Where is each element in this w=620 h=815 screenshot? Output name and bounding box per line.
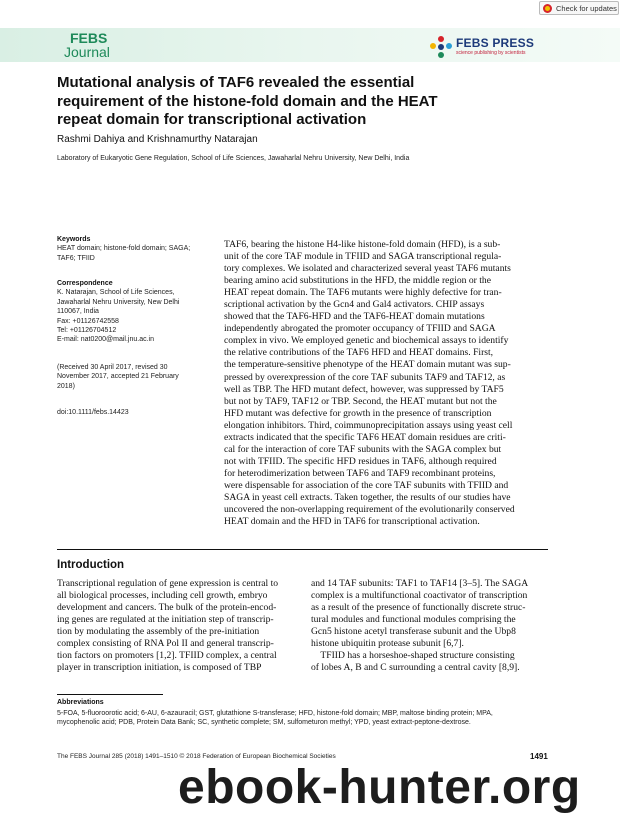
abstract	[224, 239, 550, 528]
abstract-line: were dispensable for association of the core TAF subunits with TFIID and	[224, 479, 509, 491]
body-text-line: development and cancers. The bulk of the protein-encod-	[57, 602, 277, 614]
abstract-line: HFD mutant was defective for growth in the presence of transcription	[224, 407, 492, 419]
keywords-block	[57, 235, 212, 263]
abstract-line: uncovered the non-overlapping requirement of the evolutionarily conserved	[224, 504, 515, 516]
abstract-line: well as TBP. The HFD mutant defect, however, was suppressed by TAF5	[224, 383, 504, 395]
abstract-line: complex in vivo. We employed genetic and biochemical assays to identify	[224, 335, 509, 347]
journal-logo-line1: FEBS	[70, 30, 108, 46]
check-for-updates-label: Check for updates	[556, 3, 617, 13]
abbreviations-text	[57, 709, 557, 728]
correspondence-line: 110067, India	[57, 308, 99, 316]
body-text-line: Transcriptional regulation of gene expression is central to	[57, 578, 279, 589]
check-for-updates-button[interactable]	[539, 1, 619, 15]
received-line: November 2017, accepted 21 February	[57, 373, 179, 381]
article-affiliation: Laboratory of Eukaryotic Gene Regulation, School of Life Sciences, Jawaharlal Nehru University, New Delhi, India	[57, 155, 410, 162]
crossmark-icon	[543, 4, 552, 13]
body-text-line: TFIID has a horseshoe-shaped structure consisting	[311, 650, 515, 662]
body-text-line: complex is a multifunctional coactivator of transcription	[311, 590, 528, 602]
section-divider	[57, 549, 548, 550]
abstract-line: bearing amino acid substitutions in the HFD, the middle region or the	[224, 275, 491, 287]
body-text-line: tion factors on promoters [1,2]. TFIID complex, a central	[57, 650, 277, 662]
correspondence-line: K. Natarajan, School of Life Sciences,	[57, 289, 175, 297]
body-text-line: histone ubiquitin protease subunit [6,7].	[311, 638, 464, 650]
abstract-line: scriptional activation by the Gcn4 and Gal4 activators. CHIP assays	[224, 299, 485, 311]
keywords-heading: Keywords	[57, 236, 91, 243]
correspondence-line: Fax: +01126742558	[57, 317, 119, 325]
febs-press-tagline: science publishing by scientists	[456, 50, 526, 56]
abstract-line: but not by TAF9, TAF12 or TBP. Second, the HEAT mutant but not the	[224, 395, 497, 407]
correspondence-block	[57, 279, 212, 345]
article-authors: Rashmi Dahiya and Krishnamurthy Natarajan	[57, 134, 258, 145]
title-line: Mutational analysis of TAF6 revealed the essential	[57, 74, 415, 91]
body-text-line: Gcn5 histone acetyl transferase subunit and the Ubp8	[311, 626, 516, 638]
body-text-line: ing genes are regulated at the initiation step of transcrip-	[57, 614, 274, 626]
correspondence-line: Jawaharlal Nehru University, New Delhi	[57, 298, 180, 306]
body-text-line: player in transcription initiation, is composed of TBP	[57, 662, 262, 674]
watermark-text: ebook-hunter.org	[178, 761, 581, 814]
received-line: 2018)	[57, 382, 75, 390]
febs-press-name: FEBS PRESS	[456, 36, 535, 50]
title-line: requirement of the histone-fold domain and the HEAT	[57, 92, 438, 110]
abstract-line: HEAT domain and the HFD in TAF6 for transcriptional activation.	[224, 516, 480, 528]
article-title	[57, 74, 557, 130]
abstract-line: unit of the core TAF module in TFIID and SAGA transcriptional regula-	[224, 251, 502, 263]
body-text-line: complex consisting of RNA Pol II and general transcrip-	[57, 638, 274, 650]
title-line: repeat domain for transcriptional activation	[57, 111, 367, 128]
abbreviations-line: 5-FOA, 5-fluoroorotic acid; 6-AU, 6-azauracil; GST, glutathione S-transferase; HFD, histone-fold domain; MBP, maltose binding protein; MPA,	[57, 710, 493, 717]
journal-logo-line2: Journal	[64, 44, 110, 60]
body-text-line: of lobes A, B and C surrounding a central cavity [8,9].	[311, 662, 520, 674]
introduction-heading: Introduction	[57, 559, 125, 571]
abstract-line: the relative contributions of the TAF6 HFD and HEAT domains. First,	[224, 347, 494, 359]
abstract-line: not with TFIID. The specific HFD residues in TAF6, although required	[224, 455, 497, 467]
abbreviations-divider	[57, 694, 163, 695]
body-text-line: all biological processes, including cell growth, embryo	[57, 590, 268, 602]
abstract-line: showed that the TAF6-HFD and the TAF6-HEAT domain mutations	[224, 311, 485, 323]
doi-block	[57, 408, 212, 417]
received-dates-block	[57, 363, 212, 391]
page-number: 1491	[530, 752, 548, 761]
abstract-line: cal for the interaction of core TAF subunits with the SAGA complex but	[224, 443, 502, 455]
body-text-line: and 14 TAF subunits: TAF1 to TAF14 [3–5]. The SAGA	[311, 578, 529, 589]
abbreviations-heading: Abbreviations	[57, 699, 104, 706]
febs-press-logo	[430, 35, 550, 59]
correspondence-line: Tel: +01126704512	[57, 327, 117, 335]
abstract-line: extracts indicated that the specific TAF6 HEAT domain residues are criti-	[224, 431, 506, 443]
abstract-line: TAF6, bearing the histone H4-like histone-fold domain (HFD), is a sub-	[224, 239, 501, 250]
body-text-line: tural modules and functional modules comprising the	[311, 614, 516, 626]
footer-citation: The FEBS Journal 285 (2018) 1491–1510 © 2018 Federation of European Biochemical Societies	[57, 753, 336, 760]
doi-link[interactable]: doi:10.1111/febs.14423	[57, 409, 129, 416]
abstract-line: for heterodimerization between TAF6 and TAF9 recombinant proteins,	[224, 467, 496, 479]
abstract-line: SAGA in yeast cell extracts. Taken together, the results of our studies have	[224, 491, 511, 503]
abstract-line: the temperature-sensitive phenotype of the HEAT domain mutant was sup-	[224, 359, 511, 371]
keywords-line: TAF6; TFIID	[57, 254, 95, 262]
abbreviations-line: mycophenolic acid; PDB, Protein Data Bank; SC, synthetic complete; SM, sulfometuron methyl; YPD, yeast extract-peptone-dextrose.	[57, 719, 471, 727]
received-line: (Received 30 April 2017, revised 30	[57, 364, 168, 371]
abstract-line: elongation inhibitors. Third, coimmunoprecipitation assays using yeast cell	[224, 419, 513, 431]
intro-right-column	[311, 578, 550, 674]
body-text-line: as a result of the presence of functionally discrete struc-	[311, 602, 526, 614]
intro-left-column	[57, 578, 296, 674]
abstract-line: tory complexes. We isolated and characterized several yeast TAF6 mutants	[224, 263, 511, 275]
keywords-line: HEAT domain; histone-fold domain; SAGA;	[57, 245, 191, 253]
correspondence-email[interactable]: E-mail: nat0200@mail.jnu.ac.in	[57, 336, 154, 344]
febs-journal-logo	[64, 31, 110, 59]
abstract-line: pressed by overexpression of the core TAF subunits TAF9 and TAF12, as	[224, 371, 506, 383]
febs-press-dots-icon	[430, 36, 452, 58]
correspondence-heading: Correspondence	[57, 280, 113, 287]
body-text-line: tion by modulating the assembly of the pre-initiation	[57, 626, 260, 638]
abstract-line: HEAT repeat domain. The TAF6 mutants were highly defective for tran-	[224, 287, 502, 299]
abstract-line: independently abrogated the promoter occupancy of TFIID and SAGA	[224, 323, 496, 335]
